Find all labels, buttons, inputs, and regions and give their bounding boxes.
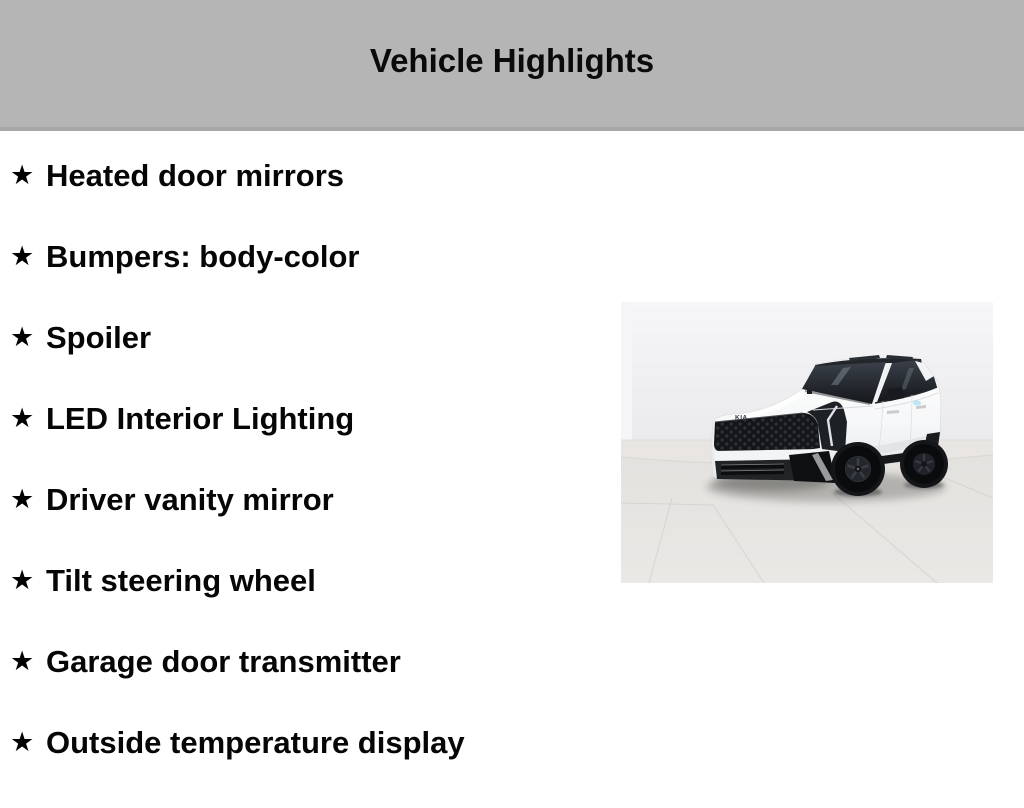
far-mirror <box>807 390 812 394</box>
feature-label: Outside temperature display <box>46 725 465 760</box>
feature-item <box>10 646 465 679</box>
star-icon: ★ <box>10 160 35 191</box>
kia-badge: KIA <box>735 414 748 422</box>
feature-label: Heated door mirrors <box>46 158 345 193</box>
feature-label: Driver vanity mirror <box>46 482 334 517</box>
feature-item <box>10 565 465 598</box>
star-icon: ★ <box>10 484 35 515</box>
feature-item <box>10 160 465 193</box>
feature-label: LED Interior Lighting <box>46 401 355 436</box>
page-title: Vehicle Highlights <box>369 42 655 79</box>
feature-list <box>10 160 465 808</box>
header-banner <box>0 0 1024 131</box>
feature-item <box>10 241 465 274</box>
star-icon: ★ <box>10 565 35 596</box>
vehicle-photo <box>621 302 993 583</box>
star-icon: ★ <box>10 241 35 272</box>
vehicle-photo-svg <box>621 302 993 583</box>
feature-label: Spoiler <box>46 320 152 355</box>
feature-label: Garage door transmitter <box>46 644 401 679</box>
feature-item <box>10 727 465 760</box>
star-icon: ★ <box>10 322 35 353</box>
feature-item <box>10 403 465 436</box>
star-icon: ★ <box>10 403 35 434</box>
feature-label: Tilt steering wheel <box>46 563 316 598</box>
feature-item <box>10 322 465 355</box>
star-icon: ★ <box>10 727 35 758</box>
star-icon: ★ <box>10 646 35 677</box>
rear-wheel <box>900 440 948 488</box>
feature-label: Bumpers: body-color <box>46 239 360 274</box>
front-wheel <box>831 442 885 496</box>
feature-item <box>10 484 465 517</box>
